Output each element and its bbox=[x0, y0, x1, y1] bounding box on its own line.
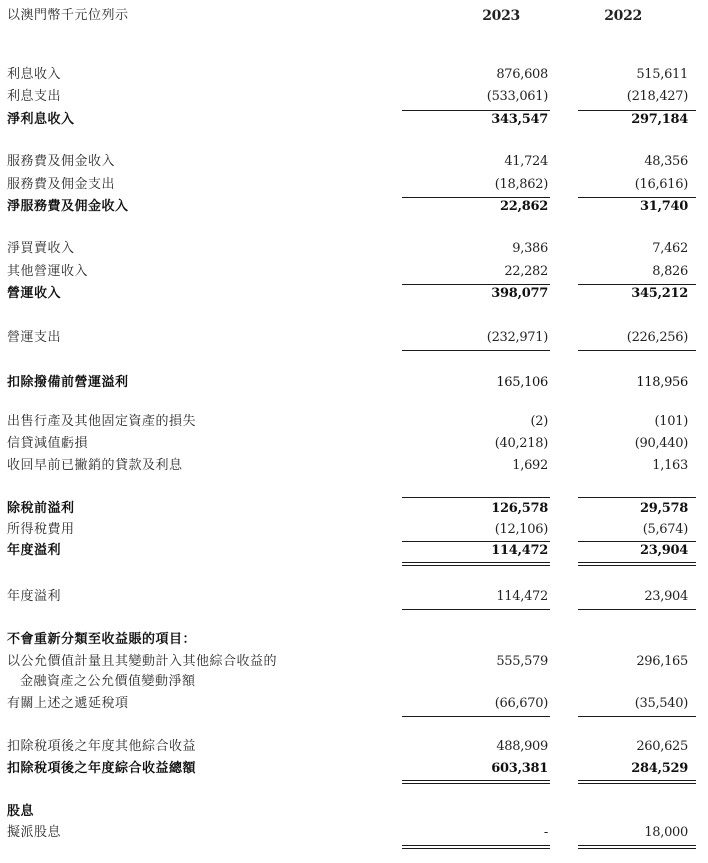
row-income-tax bbox=[0, 520, 708, 540]
value-2023: (40,218) bbox=[494, 436, 548, 451]
rule-line bbox=[578, 562, 696, 563]
rule-line bbox=[402, 350, 550, 351]
row-recoveries bbox=[0, 456, 708, 476]
row-operating-profit-before-impairment bbox=[0, 373, 708, 393]
row-label: 擬派股息 bbox=[7, 825, 62, 840]
rule-line bbox=[578, 565, 696, 566]
value-2023: 488,909 bbox=[496, 739, 548, 754]
value-2023: 343,547 bbox=[491, 112, 548, 127]
value-2023: (2) bbox=[530, 414, 548, 429]
value-2022: 345,212 bbox=[631, 286, 688, 301]
row-profit-before-tax bbox=[0, 499, 708, 519]
rule-line bbox=[578, 845, 696, 846]
row-interest-expense bbox=[0, 87, 708, 107]
row-fee-expense bbox=[0, 175, 708, 195]
value-2023: 555,579 bbox=[496, 654, 548, 669]
value-2022: 7,462 bbox=[652, 241, 688, 256]
rule-line bbox=[578, 497, 696, 498]
row-label: 所得稅費用 bbox=[7, 522, 75, 537]
value-2022: (101) bbox=[654, 414, 688, 429]
value-2022: 18,000 bbox=[644, 825, 688, 840]
row-label: 有關上述之遞延稅項 bbox=[7, 696, 129, 711]
value-2023: (232,971) bbox=[486, 330, 548, 345]
section-heading: 股息 bbox=[7, 804, 35, 819]
row-label: 淨買賣收入 bbox=[7, 241, 75, 256]
row-fvoci-change bbox=[0, 652, 708, 672]
rule-line bbox=[402, 497, 550, 498]
value-2022: (35,540) bbox=[634, 696, 688, 711]
value-2022: 515,611 bbox=[636, 67, 688, 82]
value-2023: 126,578 bbox=[491, 501, 548, 516]
rule-line bbox=[578, 350, 696, 351]
value-2023: 398,077 bbox=[491, 286, 548, 301]
value-2023: 1,692 bbox=[512, 458, 548, 473]
value-2022: 48,356 bbox=[644, 154, 688, 169]
rule-line bbox=[578, 609, 696, 610]
row-dividends-declared bbox=[0, 823, 708, 843]
row-label: 營運收入 bbox=[7, 286, 62, 301]
value-2022: 118,956 bbox=[636, 375, 688, 390]
value-2022: 260,625 bbox=[636, 739, 688, 754]
value-2022: 8,826 bbox=[652, 264, 688, 279]
row-label: 收回早前已撇銷的貸款及利息 bbox=[7, 458, 183, 473]
value-2022: (5,674) bbox=[642, 522, 688, 537]
rule-line bbox=[402, 562, 550, 563]
value-2022: 297,184 bbox=[631, 112, 688, 127]
row-net-fee-income bbox=[0, 197, 708, 217]
value-2022: 31,740 bbox=[640, 199, 688, 214]
rule-line bbox=[402, 783, 550, 784]
value-2022: 23,904 bbox=[644, 589, 688, 604]
rule-line bbox=[578, 848, 696, 849]
row-label: 除稅前溢利 bbox=[7, 501, 75, 516]
row-credit-impairment bbox=[0, 434, 708, 454]
row-label: 金融資產之公允價值變動淨額 bbox=[20, 674, 196, 689]
value-2023: 41,724 bbox=[504, 154, 548, 169]
row-label: 年度溢利 bbox=[7, 543, 62, 558]
value-2023: (18,862) bbox=[494, 177, 548, 192]
row-label: 扣除撥備前營運溢利 bbox=[7, 375, 129, 390]
row-fee-income bbox=[0, 152, 708, 172]
row-label: 利息收入 bbox=[7, 67, 62, 82]
value-2023: 114,472 bbox=[496, 589, 548, 604]
row-interest-income bbox=[0, 65, 708, 85]
row-oci-after-tax bbox=[0, 737, 708, 757]
value-2022: 296,165 bbox=[636, 654, 688, 669]
value-2022: (90,440) bbox=[634, 436, 688, 451]
value-2023: (12,106) bbox=[494, 522, 548, 537]
value-2023: 22,862 bbox=[500, 199, 548, 214]
header-row bbox=[0, 6, 708, 26]
row-label: 服務費及佣金支出 bbox=[7, 177, 116, 192]
row-deferred-tax bbox=[0, 694, 708, 714]
rule-line bbox=[402, 845, 550, 846]
row-label: 淨服務費及佣金收入 bbox=[7, 199, 129, 214]
value-2022: (16,616) bbox=[634, 177, 688, 192]
row-label: 其他營運收入 bbox=[7, 264, 89, 279]
rule-line bbox=[402, 716, 550, 717]
value-2023: - bbox=[543, 825, 548, 840]
value-2023: 165,106 bbox=[496, 375, 548, 390]
row-label: 淨利息收入 bbox=[7, 112, 75, 127]
value-2023: (66,670) bbox=[494, 696, 548, 711]
value-2023: 114,472 bbox=[491, 543, 548, 558]
row-profit-for-year-2 bbox=[0, 587, 708, 607]
value-2022: 1,163 bbox=[652, 458, 688, 473]
unit-label: 以澳門幣千元位列示 bbox=[7, 8, 129, 23]
value-2022: (226,256) bbox=[626, 330, 688, 345]
row-net-interest-income bbox=[0, 110, 708, 130]
row-label: 利息支出 bbox=[7, 89, 62, 104]
rule-line bbox=[402, 565, 550, 566]
value-2023: 603,381 bbox=[491, 761, 548, 776]
rule-line bbox=[402, 848, 550, 849]
year-2023-header: 2023 bbox=[482, 8, 520, 24]
value-2022: 23,904 bbox=[640, 543, 688, 558]
row-label: 扣除稅項後之年度綜合收益總額 bbox=[7, 761, 197, 776]
row-oci-heading bbox=[0, 630, 708, 650]
rule-line bbox=[578, 780, 696, 781]
rule-line bbox=[578, 716, 696, 717]
value-2023: (533,061) bbox=[486, 89, 548, 104]
rule-line bbox=[402, 780, 550, 781]
row-net-trading-income bbox=[0, 239, 708, 259]
row-dividends-heading bbox=[0, 802, 708, 822]
row-profit-for-year bbox=[0, 541, 708, 561]
row-operating-income bbox=[0, 284, 708, 304]
row-label: 年度溢利 bbox=[7, 589, 62, 604]
row-other-operating-income bbox=[0, 262, 708, 282]
rule-line bbox=[402, 609, 550, 610]
value-2023: 876,608 bbox=[496, 67, 548, 82]
row-label: 服務費及佣金收入 bbox=[7, 154, 116, 169]
row-label: 信貸減值虧損 bbox=[7, 436, 89, 451]
value-2023: 9,386 bbox=[512, 241, 548, 256]
row-fvoci-change-continued bbox=[0, 672, 708, 692]
value-2023: 22,282 bbox=[504, 264, 548, 279]
row-label: 營運支出 bbox=[7, 330, 62, 345]
row-label: 扣除稅項後之年度其他綜合收益 bbox=[7, 739, 197, 754]
value-2022: 284,529 bbox=[631, 761, 688, 776]
row-label: 以公允價值計量且其變動計入其他綜合收益的 bbox=[7, 654, 278, 669]
section-heading: 不會重新分類至收益賬的項目： bbox=[7, 632, 197, 647]
row-total-comprehensive-income bbox=[0, 759, 708, 779]
value-2022: 29,578 bbox=[640, 501, 688, 516]
rule-line bbox=[578, 783, 696, 784]
row-loss-on-disposal bbox=[0, 412, 708, 432]
year-2022-header: 2022 bbox=[604, 8, 642, 24]
row-operating-expenses bbox=[0, 328, 708, 348]
value-2022: (218,427) bbox=[626, 89, 688, 104]
row-label: 出售行產及其他固定資產的損失 bbox=[7, 414, 197, 429]
